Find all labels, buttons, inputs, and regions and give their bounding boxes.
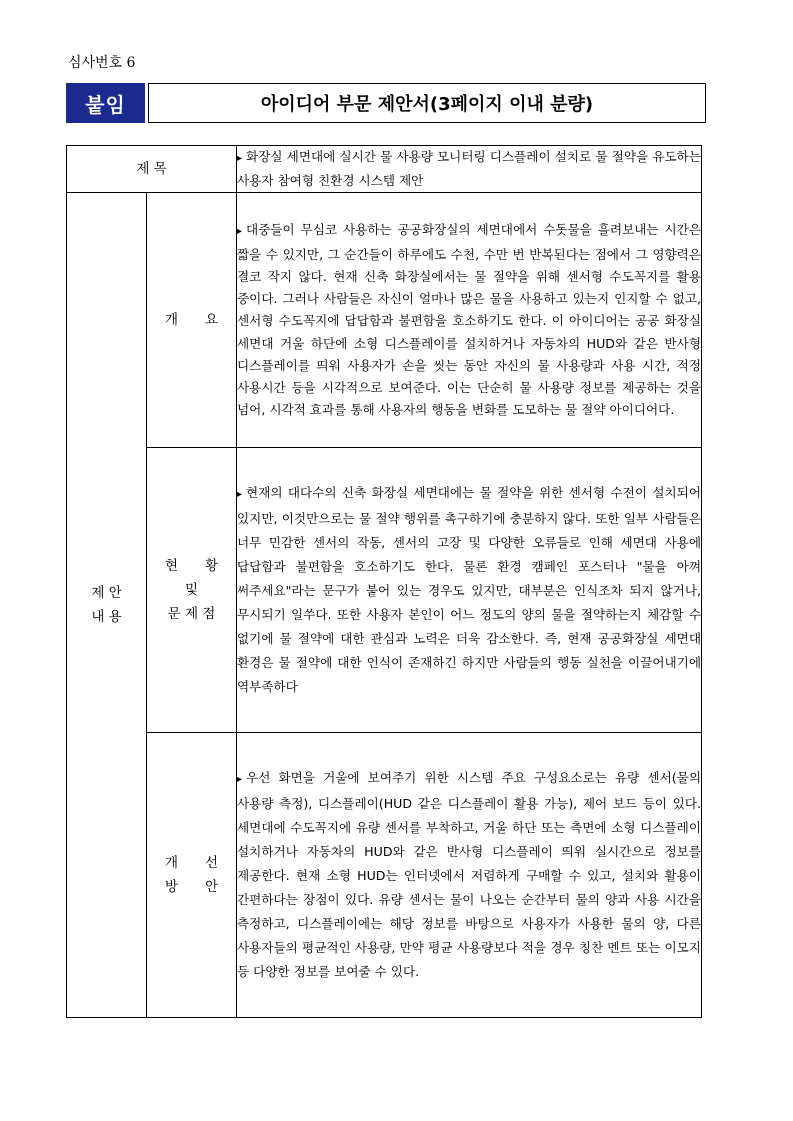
proposal-table (66, 145, 702, 1018)
title-label: 제 목 (67, 146, 237, 193)
title-cell (237, 146, 702, 193)
title-text: ▸ 화장실 세면대에 실시간 물 사용량 모니터링 디스플레이 설치로 물 절약을 유도하는 사용자 참여형 친환경 시스템 제안 (237, 149, 701, 189)
bullet-icon: ▸ (237, 774, 243, 786)
status-text: ▸ 현재의 대다수의 신축 화장실 세면대에는 물 절약을 위한 센서형 수전이 설치되어 있지만, 이것만으로는 물 절약 행위를 촉구하기에 충분하지 않다. 또한 일부 사람들은 너무 민감한 센서의 작동, 센서의 고장 및 다양한 오류들로 인해 세면대 사용에 답답함과 불편함을 호소하기도 한다. 물론 환경 캠페인 포스터나 "물을 아껴 써주세요"라는 문구가 붙어 있는 경우도 있지만, 대부분은 인식조차 되지 않거나, 무시되기 일쑤다. 또한 사용자 본인이 어느 정도의 양의 물을 절약하는지 체감할 수 없기에 물 절약에 대한 관심과 노력은 더욱 감소한다. 즉, 현재 공공화장실 세면대 환경은 물 절약에 대한 인식이 존재하긴 하지만 사람들의 행동 실천을 이끌어내기에 역부족하다 (237, 485, 701, 695)
proposal-label: 제 안 내 용 (67, 193, 147, 1018)
improvement-label: 개 선 방 안 (147, 733, 237, 1018)
status-label: 현 황 및 문 제 점 (147, 448, 237, 733)
document-title: 아이디어 부문 제안서(3페이지 이내 분량) (148, 83, 706, 123)
overview-row (67, 193, 702, 448)
overview-label: 개 요 (147, 193, 237, 448)
bullet-icon: ▸ (237, 489, 243, 501)
attachment-tag: 붙임 (66, 83, 145, 123)
status-row (67, 448, 702, 733)
overview-cell (237, 193, 702, 448)
title-row (67, 146, 702, 193)
review-number: 심사번호 6 (68, 55, 136, 71)
improvement-row (67, 733, 702, 1018)
improvement-text: ▸ 우선 화면을 거울에 보여주기 위한 시스템 주요 구성요소로는 유량 센서(물의 사용량 측정), 디스플레이(HUD 같은 디스플레이 활용 가능), 제어 보드 등이 있다. 세면대에 수도꼭지에 유량 센서를 부착하고, 거울 하단 또는 측면에 소형 디스플레이 설치하거나 자동차의 HUD와 같은 반사형 디스플레이 띄워 실시간으로 정보를 제공한다. 현재 소형 HUD는 인터넷에서 저렴하게 구매할 수 있고, 설치와 활용이 간편하다는 장점이 있다. 유량 센서는 물이 나오는 순간부터 물의 양과 사용 시간을 측정하고, 디스플레이에는 해당 정보를 바탕으로 사용자가 사용한 물의 양, 다른 사용자들의 평균적인 사용량, 만약 평균 사용량보다 적을 경우 칭찬 멘트 또는 이모지 등 다양한 정보를 보여줄 수 있다. (237, 770, 701, 980)
status-cell (237, 448, 702, 733)
overview-text: ▸ 대중들이 무심코 사용하는 공공화장실의 세면대에서 수돗물을 흘려보내는 시간은 짧을 수 있지만, 그 순간들이 하루에도 수천, 수만 번 반복된다는 점에서 그 영향력은 결코 작지 않다. 현재 신축 화장실에서는 물 절약을 위해 센서형 수도꼭지를 활용 중이다. 그러나 사람들은 자신이 얼마나 많은 물을 사용하고 있는지 인지할 수 없고, 센서형 수도꼭지에 답답함과 불편함을 호소하기도 한다. 이 아이디어는 공공 화장실 세면대 거울 하단에 소형 디스플레이를 설치하거나 자동차의 HUD와 같은 반사형 디스플레이를 띄워 사용자가 손을 씻는 동안 자신의 물 사용량과 사용 시간, 적정 사용시간 등을 시각적으로 보여준다. 이는 단순히 물 사용량 정보를 제공하는 것을 넘어, 시각적 효과를 통해 사용자의 행동을 변화를 도모하는 물 절약 아이디어다. (237, 222, 701, 418)
improvement-cell (237, 733, 702, 1018)
bullet-icon: ▸ (237, 226, 243, 238)
bullet-icon: ▸ (237, 153, 243, 164)
